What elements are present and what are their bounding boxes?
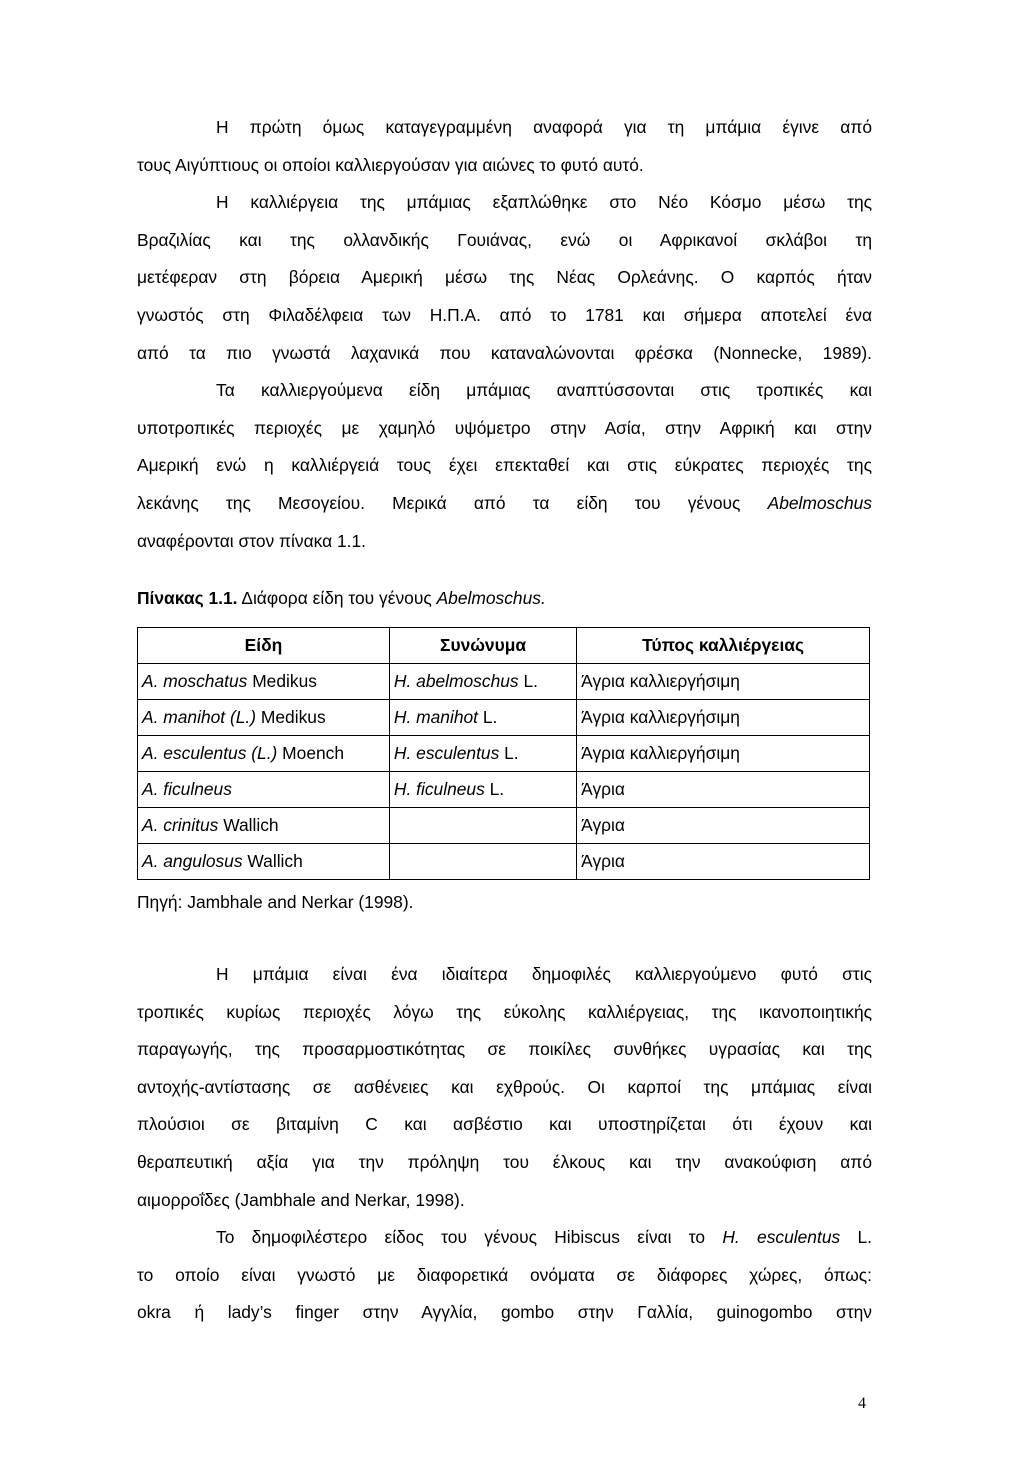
species-table [137, 627, 870, 880]
synonym-author: L. [484, 779, 505, 799]
table-caption-genus: Abelmoschus. [436, 588, 546, 608]
species-italic: A. manihot (L.) [142, 707, 257, 727]
species-italic: A. esculentus (L.) [142, 743, 278, 763]
para5-line1 [137, 1219, 872, 1257]
species-author: Wallich [242, 851, 303, 871]
type-cell: Άγρια [577, 808, 870, 844]
table-caption-text: Διάφορα είδη του γένους [237, 588, 437, 608]
type-cell: Άγρια καλλιεργήσιμη [577, 664, 870, 700]
para4-line5: πλούσιοι σε βιταμίνη C και ασβέστιο και υποστηρίζεται ότι έχουν και [137, 1114, 872, 1135]
species-italic: A. angulosus [142, 851, 243, 871]
para3-line2: υποτροπικές περιοχές με χαμηλό υψόμετρο στην Ασία, στην Αφρική και στην [137, 417, 872, 438]
para2-line5: από τα πιο γνωστά λαχανικά που καταναλώνονται φρέσκα (Nonnecke, 1989). [137, 342, 872, 363]
synonym-cell [389, 808, 576, 844]
para1-line1: Η πρώτη όμως καταγεγραμμένη αναφορά για τη μπάμια έγινε από [216, 117, 872, 137]
table-header-row [138, 628, 870, 664]
para3-line4 [137, 485, 872, 523]
para5-line3: okra ή lady’s finger στην Αγγλία, gombo στην Γαλλία, guinogombo στην [137, 1302, 872, 1323]
para3-line4-text: λεκάνης της Μεσογείου. Μερικά από τα είδη του γένους [137, 492, 768, 513]
header-synonyms: Συνώνυμα [389, 628, 576, 664]
synonym-cell [389, 700, 576, 736]
synonym-italic: H. abelmoschus [393, 671, 519, 691]
type-cell: Άγρια καλλιεργήσιμη [577, 736, 870, 772]
synonym-italic: H. manihot [393, 707, 479, 727]
species-author: Moench [277, 743, 345, 763]
para1-line2: τους Αιγύπτιους οι οποίοι καλλιεργούσαν για αιώνες το φυτό αυτό. [137, 154, 644, 175]
para2-line2: Βραζιλίας και της ολλανδικής Γουιάνας, ενώ οι Αφρικανοί σκλάβοι τη [137, 229, 872, 250]
table-caption-label: Πίνακας 1.1. [137, 588, 238, 608]
body-paragraphs [137, 956, 872, 1332]
para5-line2: το οποίο είναι γνωστό με διαφορετικά ονόματα σε διάφορες χώρες, όπως: [137, 1264, 872, 1285]
para4-line2: τροπικές κυρίως περιοχές λόγω της εύκολης καλλιέργειας, της ικανοποιητικής [137, 1001, 872, 1022]
species-italic: A. ficulneus [142, 779, 232, 799]
table-source: Πηγή: Jambhale and Nerkar (1998). [137, 892, 414, 912]
para3-line3: Αμερική ενώ η καλλιέργειά τους έχει επεκταθεί και στις εύκρατες περιοχές της [137, 455, 872, 476]
species-cell [138, 700, 390, 736]
para4-line1: Η μπάμια είναι ένα ιδιαίτερα δημοφιλές καλλιεργούμενο φυτό στις [216, 964, 872, 984]
synonym-italic: H. esculentus [393, 743, 500, 763]
table-row [138, 808, 870, 844]
para3-line1: Τα καλλιεργούμενα είδη μπάμιας αναπτύσσονται στις τροπικές και [216, 380, 872, 401]
synonym-author: L. [518, 671, 538, 691]
species-author: Medikus [256, 707, 326, 727]
table-caption [137, 588, 546, 609]
species-cell [138, 844, 390, 880]
species-cell [138, 772, 390, 808]
table-row [138, 844, 870, 880]
intro-paragraphs [137, 109, 872, 560]
synonym-cell [389, 772, 576, 808]
table-row [138, 700, 870, 736]
type-cell: Άγρια [577, 772, 870, 808]
synonym-cell [389, 736, 576, 772]
para4-line3: παραγωγής, της προσαρμοστικότητας σε ποικίλες συνθήκες υγρασίας και της [137, 1039, 872, 1060]
header-species: Είδη [138, 628, 390, 664]
para2-line4: γνωστός στη Φιλαδέλφεια των Η.Π.Α. από το 1781 και σήμερα αποτελεί ένα [137, 304, 872, 325]
synonym-italic: H. ficulneus [393, 779, 485, 799]
table-row [138, 772, 870, 808]
para5-line1-text: Το δημοφιλέστερο είδος του γένους Hibiscus είναι το [216, 1227, 723, 1248]
table-row [138, 664, 870, 700]
para4-line6: θεραπευτική αξία για την πρόληψη του έλκους και την ανακούφιση από [137, 1151, 872, 1172]
species-author: Medikus [247, 671, 317, 691]
synonym-author: L. [478, 707, 498, 727]
species-cell [138, 664, 390, 700]
genus-name: Abelmoschus [767, 492, 872, 513]
para4-line4: αντοχής-αντίστασης σε ασθένειες και εχθρούς. Οι καρποί της μπάμιας είναι [137, 1076, 872, 1097]
table-row [138, 736, 870, 772]
type-cell: Άγρια καλλιεργήσιμη [577, 700, 870, 736]
synonym-cell [389, 664, 576, 700]
species-cell [138, 736, 390, 772]
type-cell: Άγρια [577, 844, 870, 880]
species-author: Wallich [218, 815, 279, 835]
para5-line1-author: L. [840, 1227, 872, 1248]
page-number: 4 [858, 1395, 866, 1412]
header-cultivation-type: Τύπος καλλιέργειας [577, 628, 870, 664]
para2-line3: μετέφεραν στη βόρεια Αμερική μέσω της Νέας Ορλεάνης. Ο καρπός ήταν [137, 267, 872, 288]
para4-line7: αιμορροΐδες (Jambhale and Nerkar, 1998). [137, 1189, 465, 1210]
para3-line5: αναφέρονται στον πίνακα 1.1. [137, 530, 367, 551]
species-cell [138, 808, 390, 844]
species-italic: A. moschatus [142, 671, 248, 691]
synonym-author: L. [499, 743, 519, 763]
species-name: H. esculentus [722, 1227, 841, 1248]
species-italic: A. crinitus [142, 815, 219, 835]
synonym-cell [389, 844, 576, 880]
para2-line1: Η καλλιέργεια της μπάμιας εξαπλώθηκε στο Νέο Κόσμο μέσω της [216, 192, 872, 213]
